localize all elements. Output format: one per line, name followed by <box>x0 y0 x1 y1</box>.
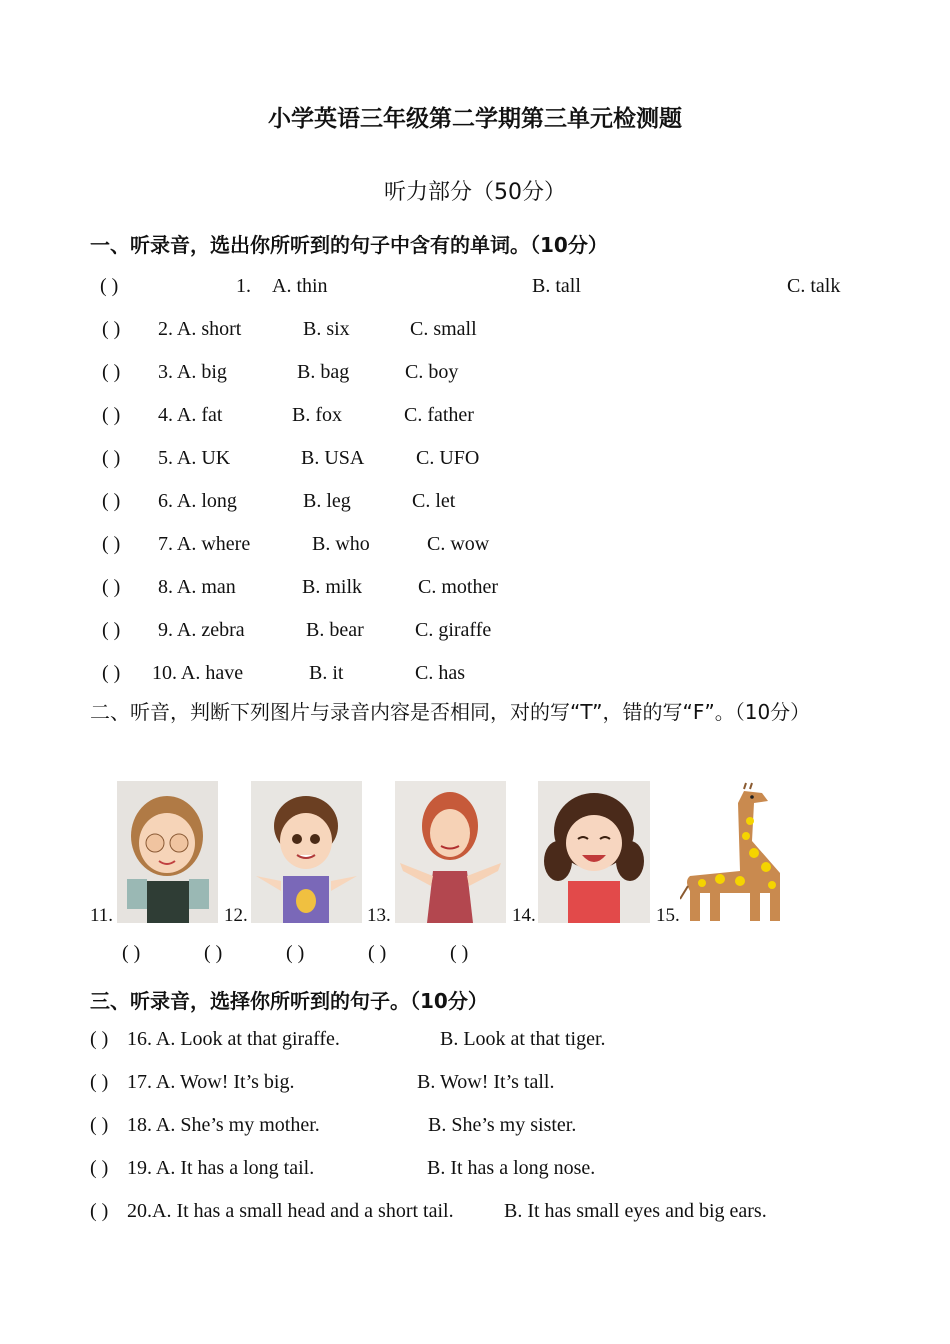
answer-box-12[interactable]: ( ) <box>204 942 223 964</box>
girl-in-red-picture <box>395 781 506 923</box>
q3-paren[interactable]: ( ) <box>102 361 121 383</box>
q9-paren[interactable]: ( ) <box>102 619 121 641</box>
q4-option-b: B. fox <box>292 404 342 426</box>
q9-option-a: 9. A. zebra <box>158 619 245 641</box>
q20-paren[interactable]: ( ) <box>90 1200 109 1222</box>
answer-box-11[interactable]: ( ) <box>122 942 141 964</box>
answer-box-15[interactable]: ( ) <box>450 942 469 964</box>
q8-option-a: 8. A. man <box>158 576 236 598</box>
q19-option-a: 19. A. It has a long tail. <box>127 1157 315 1179</box>
q10-option-c: C. has <box>415 662 465 684</box>
q1-paren[interactable]: ( ) <box>100 275 119 297</box>
q2-paren[interactable]: ( ) <box>102 318 121 340</box>
q2-option-b: B. six <box>303 318 350 340</box>
q2-option-a: 2. A. short <box>158 318 242 340</box>
section2-heading: 二、听音，判断下列图片与录音内容是否相同，对的写“T”，错的写“F”。（10分） <box>90 700 811 724</box>
picture-label-14: 14. <box>512 905 536 926</box>
giraffe-picture <box>680 781 790 923</box>
q6-paren[interactable]: ( ) <box>102 490 121 512</box>
q8-option-b: B. milk <box>302 576 363 598</box>
q18-option-b: B. She’s my sister. <box>428 1114 577 1136</box>
q17-option-a: 17. A. Wow! It’s big. <box>127 1071 295 1093</box>
page-subtitle: 听力部分（50分） <box>384 180 566 205</box>
q4-option-c: C. father <box>404 404 474 426</box>
q16-paren[interactable]: ( ) <box>90 1028 109 1050</box>
q8-option-c: C. mother <box>418 576 498 598</box>
q10-paren[interactable]: ( ) <box>102 662 121 684</box>
q20-option-b: B. It has small eyes and big ears. <box>504 1200 767 1222</box>
q1-number: 1. <box>236 275 251 297</box>
q7-option-a: 7. A. where <box>158 533 251 555</box>
q4-option-a: 4. A. fat <box>158 404 223 426</box>
q7-option-c: C. wow <box>427 533 490 555</box>
q3-option-a: 3. A. big <box>158 361 227 383</box>
q1-option-b: B. tall <box>532 275 581 297</box>
q18-paren[interactable]: ( ) <box>90 1114 109 1136</box>
q5-paren[interactable]: ( ) <box>102 447 121 469</box>
q17-option-b: B. Wow! It’s tall. <box>417 1071 555 1093</box>
boy-shrugging-picture <box>251 781 362 923</box>
answer-box-14[interactable]: ( ) <box>368 942 387 964</box>
q17-paren[interactable]: ( ) <box>90 1071 109 1093</box>
picture-label-13: 13. <box>367 905 391 926</box>
q5-option-a: 5. A. UK <box>158 447 231 469</box>
answer-box-13[interactable]: ( ) <box>286 942 305 964</box>
q7-paren[interactable]: ( ) <box>102 533 121 555</box>
q9-option-b: B. bear <box>306 619 364 641</box>
q6-option-c: C. let <box>412 490 456 512</box>
section3-heading: 三、听录音，选择你所听到的句子。（10分） <box>90 989 488 1013</box>
q6-option-b: B. leg <box>303 490 351 512</box>
picture-label-11: 11. <box>90 905 114 926</box>
q3-option-b: B. bag <box>297 361 350 383</box>
q2-option-c: C. small <box>410 318 477 340</box>
q6-option-a: 6. A. long <box>158 490 237 512</box>
q16-option-a: 16. A. Look at that giraffe. <box>127 1028 340 1050</box>
picture-label-15: 15. <box>656 905 680 926</box>
page-title: 小学英语三年级第二学期第三单元检测题 <box>268 106 682 132</box>
q4-paren[interactable]: ( ) <box>102 404 121 426</box>
q5-option-c: C. UFO <box>416 447 480 469</box>
girl-covering-eyes-picture <box>117 781 218 923</box>
q16-option-b: B. Look at that tiger. <box>440 1028 606 1050</box>
q19-paren[interactable]: ( ) <box>90 1157 109 1179</box>
q7-option-b: B. who <box>312 533 370 555</box>
q10-option-b: B. it <box>309 662 344 684</box>
q1-option-a: A. thin <box>272 275 328 297</box>
q9-option-c: C. giraffe <box>415 619 492 641</box>
q10-option-a: 10. A. have <box>152 662 244 684</box>
smiling-girl-picture <box>538 781 650 923</box>
q3-option-c: C. boy <box>405 361 459 383</box>
q1-option-c: C. talk <box>787 275 841 297</box>
q19-option-b: B. It has a long nose. <box>427 1157 596 1179</box>
q20-option-a: 20.A. It has a small head and a short tail. <box>127 1200 454 1222</box>
picture-label-12: 12. <box>224 905 248 926</box>
q5-option-b: B. USA <box>301 447 365 469</box>
q8-paren[interactable]: ( ) <box>102 576 121 598</box>
q18-option-a: 18. A. She’s my mother. <box>127 1114 320 1136</box>
section1-heading: 一、听录音，选出你所听到的句子中含有的单词。（10分） <box>90 233 608 257</box>
